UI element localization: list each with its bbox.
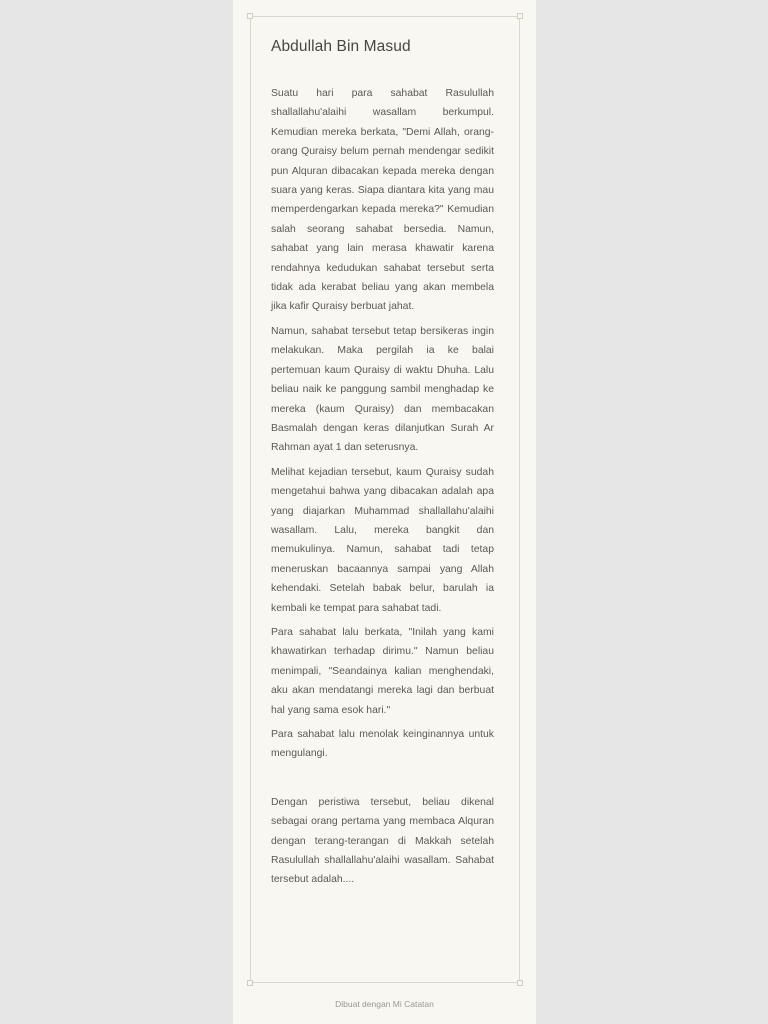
frame-corner-ornament [247,980,253,986]
note-body [271,84,494,895]
note-paragraph: Suatu hari para sahabat Rasulullah shallallahu'alaihi wasallam berkumpul. Kemudian mereka berkata, "Demi Allah, orang-orang Quraisy belum pernah mendengar sedikit pun Alquran dibacakan kepada mereka dengan suara yang keras. Siapa diantara kita yang mau memperdengarkan kepada mereka?" Kemudian salah seorang sahabat bersedia. Namun, sahabat yang lain merasa khawatir karena rendahnya kedudukan sahabat tersebut serta tidak ada kerabat beliau yang akan membela jika kafir Quraisy berbuat jahat. [271,88,494,313]
frame-corner-ornament [247,13,253,19]
frame-corner-ornament [517,13,523,19]
note-paragraph: Para sahabat lalu menolak keinginannya untuk mengulangi. [271,729,494,760]
note-page [233,0,536,1024]
frame-corner-ornament [517,980,523,986]
note-paragraph: Dengan peristiwa tersebut, beliau dikenal sebagai orang pertama yang membaca Alquran dengan terang-terangan di Makkah setelah Rasulullah shallallahu'alaihi wasallam. Sahabat tersebut adalah.... [271,796,494,886]
note-paragraph: Melihat kejadian tersebut, kaum Quraisy sudah mengetahui bahwa yang dibacakan adalah apa yang diajarkan Muhammad shallallahu'alaihi wasallam. Lalu, mereka bangkit dan memukulinya. Namun, sahabat tadi tetap meneruskan bacaannya sampai yang Allah kehendaki. Setelah babak belur, barulah ia kembali ke tempat para sahabat tadi. [271,466,494,614]
note-paragraph: Para sahabat lalu berkata, "Inilah yang kami khawatirkan terhadap dirimu." Namun beliau menimpali, "Seandainya kalian menghendaki, aku akan mendatangi mereka lagi dan berbuat hal yang sama esok hari." [271,626,494,716]
note-title: Abdullah Bin Masud [271,38,411,55]
note-paragraph: Namun, sahabat tersebut tetap bersikeras ingin melakukan. Maka pergilah ia ke balai pertemuan kaum Quraisy di waktu Dhuha. Lalu beliau naik ke panggung sambil menghadap ke mereka (kaum Quraisy) dan membacakan Basmalah dengan keras dilanjutkan Surah Ar Rahman ayat 1 dan seterusnya. [271,325,494,454]
footer-watermark: Dibuat dengan Mi Catatan [335,999,434,1009]
